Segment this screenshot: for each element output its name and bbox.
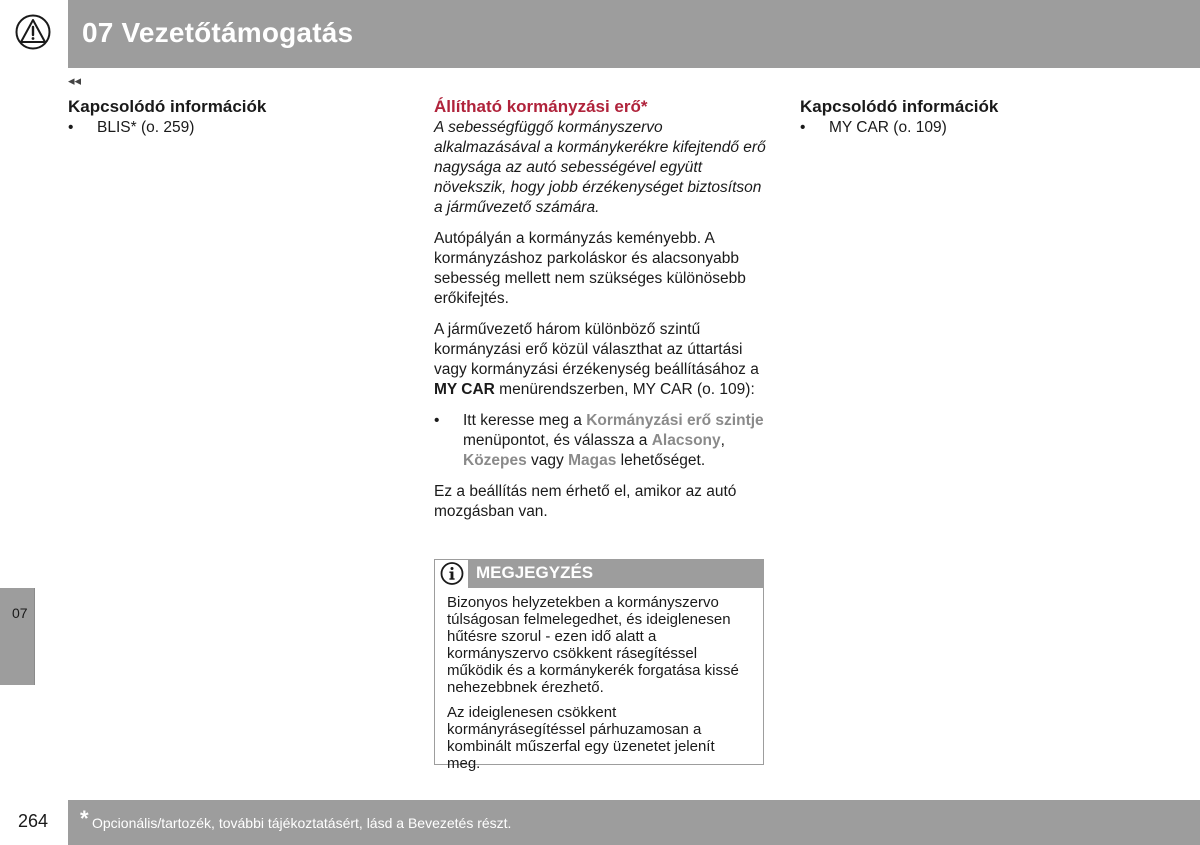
menu-item-steering-level: Kormányzási erő szintje — [586, 412, 764, 429]
related-link-my-car[interactable]: MY CAR (o. 109) — [829, 119, 947, 136]
note-header — [435, 560, 763, 588]
middle-column — [434, 96, 766, 533]
note-paragraph: Bizonyos helyzetekben a kormányszervo túlságosan felmelegedhet, és ideiglenesen hűtésre szorul - ezen idő alatt a kormányszervo csökkent rásegítéssel működik és a kormánykerék forgatása kissé nehezebbnek érezhető. — [447, 594, 739, 696]
related-link-blis[interactable]: BLIS* (o. 259) — [97, 119, 195, 136]
note-box — [434, 559, 764, 772]
note-body — [435, 588, 763, 772]
instruction-list — [434, 411, 766, 471]
footnote-star: * — [80, 806, 89, 831]
body-paragraph: A járművezető három különböző szintű kormányzási erő közül választhat az úttartási vagy kormányzási érzékenység beállításához a MY CAR menürendszerben, MY CAR (o. 109): — [434, 321, 759, 398]
list-item[interactable] — [68, 118, 388, 138]
chapter-tab-label: 07 — [12, 605, 28, 621]
bullet-icon: • — [68, 119, 74, 136]
related-info-heading: Kapcsolódó információk — [800, 97, 999, 116]
related-info-list — [68, 118, 388, 138]
footnote-text: Opcionális/tartozék, további tájékoztatásért, lásd a Bevezetés részt. — [92, 815, 512, 831]
intro-paragraph: A sebességfüggő kormányszervo alkalmazásával a kormánykerékre kifejtendő erő nagysága az autó sebességével együtt növekszik, hogy jobb érzékenységet biztosítson a járművezető számára. — [434, 119, 766, 216]
page-title: 07 Vezetőtámogatás — [82, 17, 354, 48]
page-number: 264 — [18, 811, 49, 831]
body-paragraph: Autópályán a kormányzás keményebb. A kormányzáshoz parkoláskor és alacsonyabb sebesség mellett nem szükséges különösebb erőkifejtés. — [434, 230, 746, 307]
related-info-heading: Kapcsolódó információk — [68, 97, 267, 116]
option-low: Alacsony — [651, 432, 721, 449]
note-title: MEGJEGYZÉS — [476, 563, 594, 582]
header-icon-box — [0, 0, 68, 68]
option-high: Magas — [568, 452, 617, 469]
menu-name: MY CAR — [434, 381, 495, 398]
warning-triangle-icon — [15, 14, 51, 50]
left-column — [68, 96, 388, 138]
bullet-icon: • — [800, 119, 806, 136]
related-info-list — [800, 118, 1130, 138]
note-paragraph: Az ideiglenesen csökkent kormányrásegítéssel párhuzamosan a kombinált műszerfal egy üzenetet jelenít meg. — [447, 704, 715, 772]
info-icon — [436, 560, 468, 587]
section-heading: Állítható kormányzási erő* — [434, 97, 648, 116]
bullet-icon: • — [434, 412, 440, 429]
right-column — [800, 96, 1130, 138]
page-header — [0, 0, 1200, 68]
list-item: • Itt keresse meg a Kormányzási erő szintje menüpontot, és válassza a Alacsony, Közepes vagy Magas lehetőséget. — [434, 412, 764, 469]
list-item[interactable] — [800, 118, 1130, 138]
note-icon-box — [435, 560, 469, 588]
body-paragraph: Ez a beállítás nem érhető el, amikor az autó mozgásban van. — [434, 483, 737, 520]
option-medium: Közepes — [463, 452, 527, 469]
back-nav-icon[interactable]: ◂◂ — [68, 73, 82, 88]
side-strip — [0, 68, 68, 845]
chapter-tab[interactable] — [0, 588, 35, 685]
